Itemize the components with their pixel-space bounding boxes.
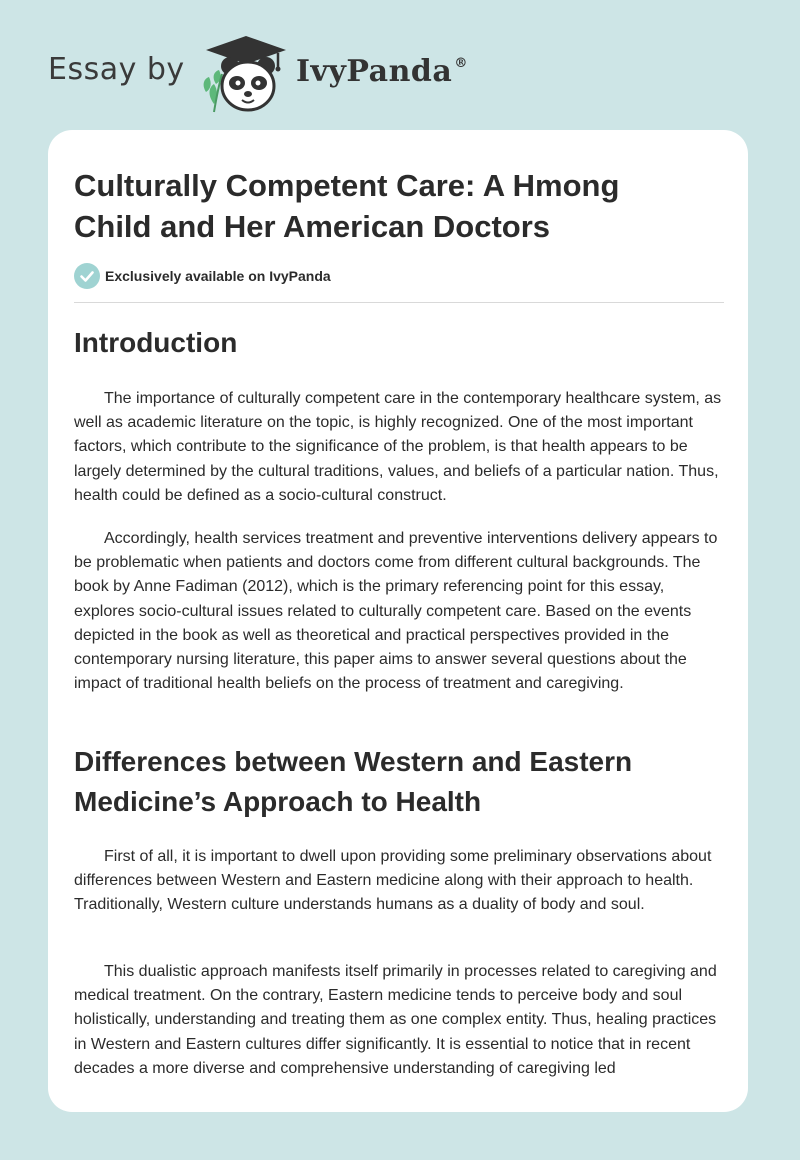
brand-name[interactable] <box>296 54 466 89</box>
title-divider <box>74 302 724 303</box>
essay-card <box>48 130 748 1112</box>
paragraph: Accordingly, health services treatment and preventive interventions delivery appears to be problematic when patients and doctors come from different cultural backgrounds. The book by Anne Fadiman (2012), which is the primary referencing point for this essay, explores socio-cultural issues related to culturally competent care. Based on the events depicted in the book as well as theoretical and practical perspectives provided in the contemporary nursing literature, this paper aims to answer several questions about the impact of traditional health beliefs on the process of treatment and caregiving. <box>74 530 718 693</box>
section-heading-differences: Differences between Western and Eastern Medicine’s Approach to Health <box>74 746 633 817</box>
exclusive-badge <box>74 263 331 289</box>
paragraph: This dualistic approach manifests itself primarily in processes related to caregiving and medical treatment. On the contrary, Eastern medicine tends to perceive body and soul holistically, understanding and treating them as one complex entity. Thus, healing practices in Western and Eastern cultures differ significantly. It is essential to notice that in recent decades a more diverse and comprehensive understanding of caregiving led <box>74 963 717 1077</box>
exclusive-badge-text: Exclusively available on IvyPanda <box>105 268 331 284</box>
essay-title: Culturally Competent Care: A Hmong Child and Her American Doctors <box>74 168 620 244</box>
brand-name-text: IvyPanda <box>296 54 453 89</box>
site-header <box>48 32 508 112</box>
section-heading-introduction: Introduction <box>74 327 238 358</box>
essay-by-label: Essay by <box>48 52 185 87</box>
check-circle-icon <box>74 263 100 289</box>
registered-mark: ® <box>454 56 468 71</box>
paragraph: The importance of culturally competent care in the contemporary healthcare system, as well as academic literature on the topic, is highly recognized. One of the most important factors, which contribute to the significance of the problem, is that health appears to be largely determined by the cultural traditions, values, and beliefs of a particular nation. Thus, health could be defined as a socio-cultural construct. <box>74 390 722 504</box>
ivypanda-logo-icon[interactable] <box>200 34 292 114</box>
paragraph: First of all, it is important to dwell upon providing some preliminary observations about differences between Western and Eastern medicine along with their approach to health. Traditionally, Western culture understands humans as a duality of body and soul. <box>74 848 712 914</box>
